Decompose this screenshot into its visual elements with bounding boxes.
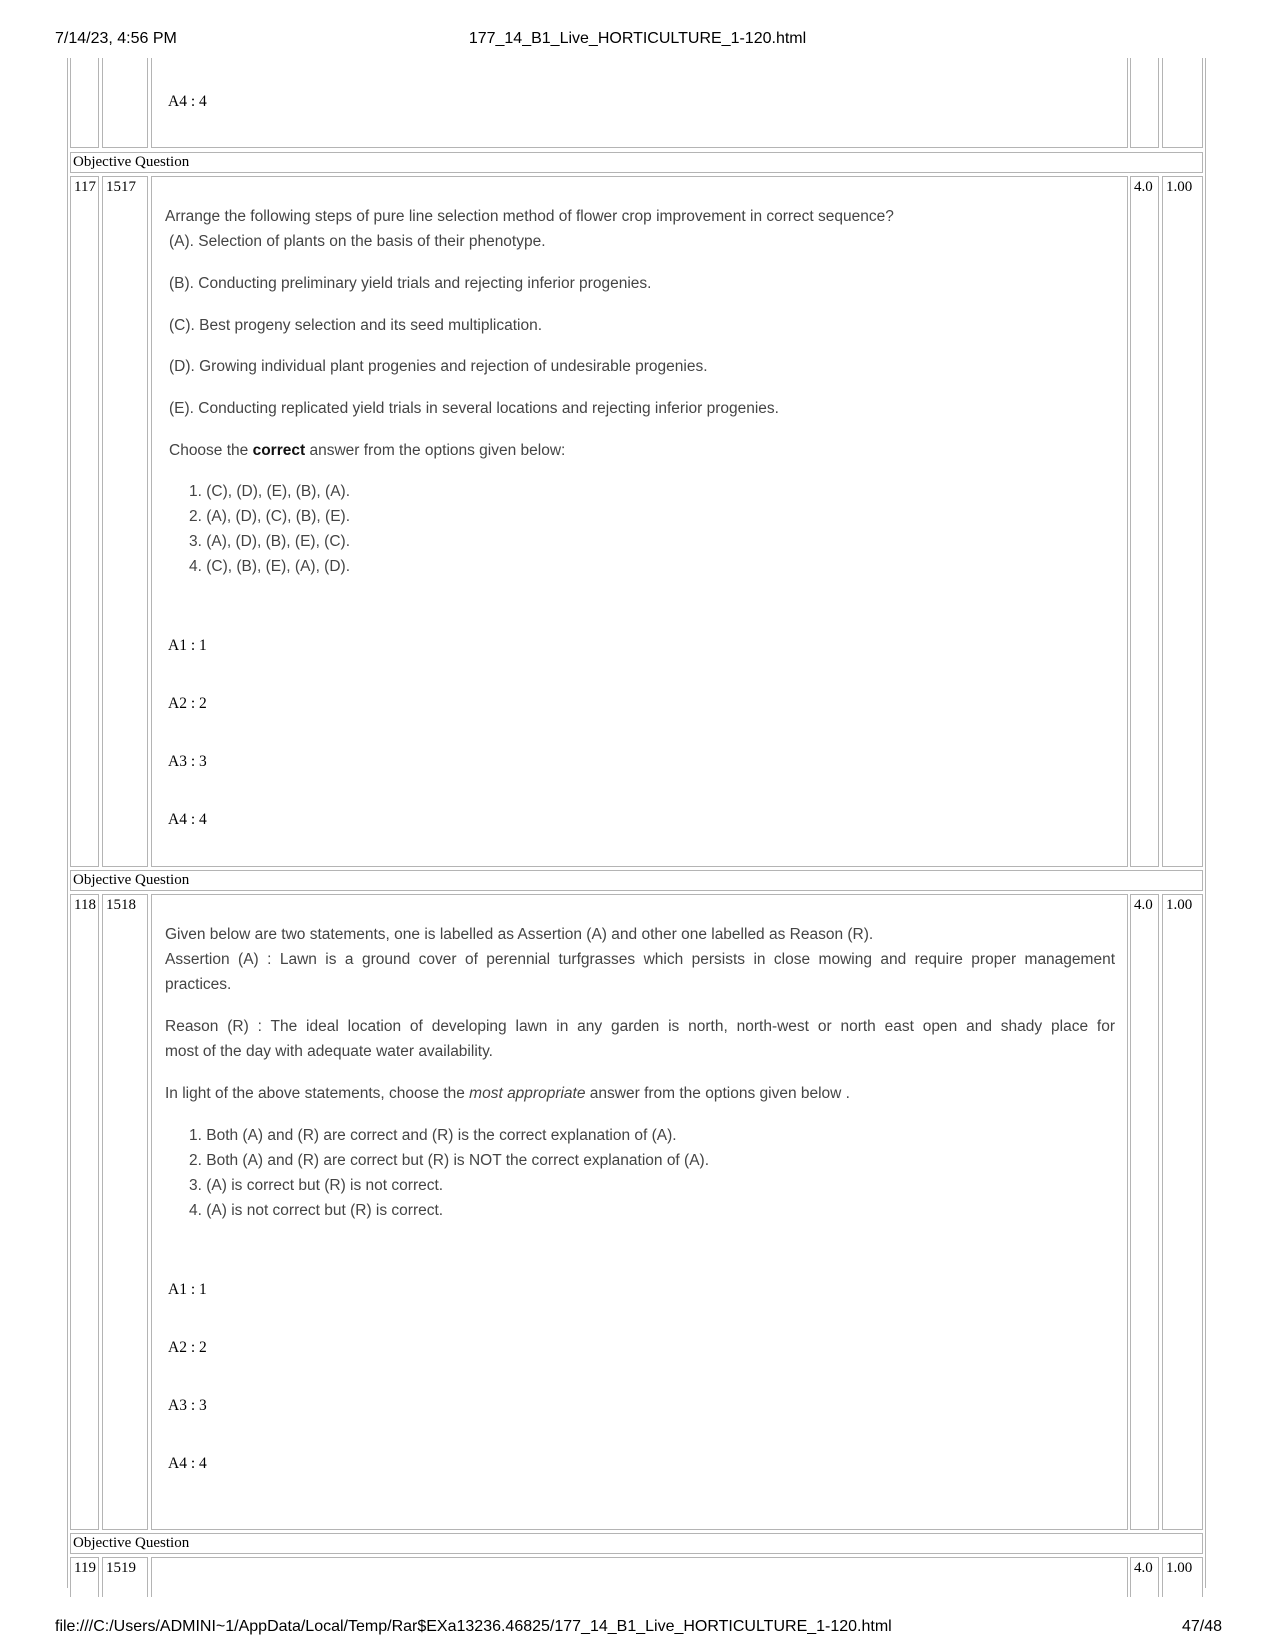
question-id: 1517 <box>106 179 136 195</box>
answer-option: A2 : 2 <box>168 695 207 712</box>
serial-number: 119 <box>74 1560 96 1576</box>
question-id: 1518 <box>106 897 136 913</box>
answer-option: A2 : 2 <box>168 1339 207 1356</box>
print-title: 177_14_B1_Live_HORTICULTURE_1-120.html <box>468 30 807 47</box>
answer-option: A4 : 4 <box>168 93 207 110</box>
table-border-right <box>1205 58 1206 1588</box>
negative-marks: 1.00 <box>1166 1560 1193 1576</box>
statement: (A). Selection of plants on the basis of their phenotype. <box>169 233 546 250</box>
negative-marks: 1.00 <box>1166 179 1193 195</box>
question-id: 1519 <box>106 1560 136 1576</box>
assertion-continued: practices. <box>165 976 232 993</box>
question-content <box>151 894 1128 1530</box>
answer-option: A4 : 4 <box>168 811 207 828</box>
answer-option: A1 : 1 <box>168 637 207 654</box>
question-text: Given below are two statements, one is labelled as Assertion (A) and other one labelled as Reason (R). <box>165 926 874 943</box>
option-item: 2. (A), (D), (C), (B), (E). <box>189 508 351 525</box>
serial-number: 118 <box>74 897 96 913</box>
answer-option: A4 : 4 <box>168 1455 207 1472</box>
reason: Reason (R) : The ideal location of developing lawn in any garden is north, north-west or north east open and shady place for <box>165 1018 1115 1035</box>
section-label: Objective Question <box>70 1533 1203 1554</box>
question-content <box>151 176 1128 867</box>
page-number: 47/48 <box>1181 1618 1222 1635</box>
negative-marks: 1.00 <box>1166 897 1193 913</box>
assertion: Assertion (A) : Lawn is a ground cover of perennial turfgrasses which persists in close mowing and require proper management <box>165 951 1115 968</box>
question-text: Arrange the following steps of pure line selection method of flower crop improvement in correct sequence? <box>165 208 894 225</box>
print-file-path: file:///C:/Users/ADMINI~1/AppData/Local/Temp/Rar$EXa13236.46825/177_14_B1_Live_HORTICULTURE_1-120.html <box>55 1618 892 1635</box>
option-item: 3. (A) is correct but (R) is not correct. <box>189 1177 444 1194</box>
answer-option: A3 : 3 <box>168 753 207 770</box>
option-item: 1. (C), (D), (E), (B), (A). <box>189 483 351 500</box>
marks: 4.0 <box>1134 897 1153 913</box>
marks: 4.0 <box>1134 1560 1153 1576</box>
section-label: Objective Question <box>70 152 1203 173</box>
serial-number: 117 <box>74 179 96 195</box>
statement: (E). Conducting replicated yield trials in several locations and rejecting inferior progenies. <box>169 400 779 417</box>
section-label: Objective Question <box>70 870 1203 891</box>
option-item: 3. (A), (D), (B), (E), (C). <box>189 533 351 550</box>
answer-option: A1 : 1 <box>168 1281 207 1298</box>
option-item: 2. Both (A) and (R) are correct but (R) is NOT the correct explanation of (A). <box>189 1152 710 1169</box>
print-datetime: 7/14/23, 4:56 PM <box>55 30 177 47</box>
instruction: Choose the correct answer from the options given below: <box>169 442 566 459</box>
option-item: 4. (A) is not correct but (R) is correct. <box>189 1202 444 1219</box>
marks: 4.0 <box>1134 179 1153 195</box>
option-item: 4. (C), (B), (E), (A), (D). <box>189 558 351 575</box>
reason-continued: most of the day with adequate water availability. <box>165 1043 493 1060</box>
statement: (C). Best progeny selection and its seed multiplication. <box>169 317 543 334</box>
statement: (B). Conducting preliminary yield trials and rejecting inferior progenies. <box>169 275 652 292</box>
statement: (D). Growing individual plant progenies and rejection of undesirable progenies. <box>169 358 708 375</box>
answer-option: A3 : 3 <box>168 1397 207 1414</box>
question-content <box>151 1557 1128 1597</box>
table-border-left <box>67 58 68 1588</box>
option-item: 1. Both (A) and (R) are correct and (R) is the correct explanation of (A). <box>189 1127 677 1144</box>
instruction: In light of the above statements, choose the most appropriate answer from the options given below . <box>165 1085 850 1102</box>
